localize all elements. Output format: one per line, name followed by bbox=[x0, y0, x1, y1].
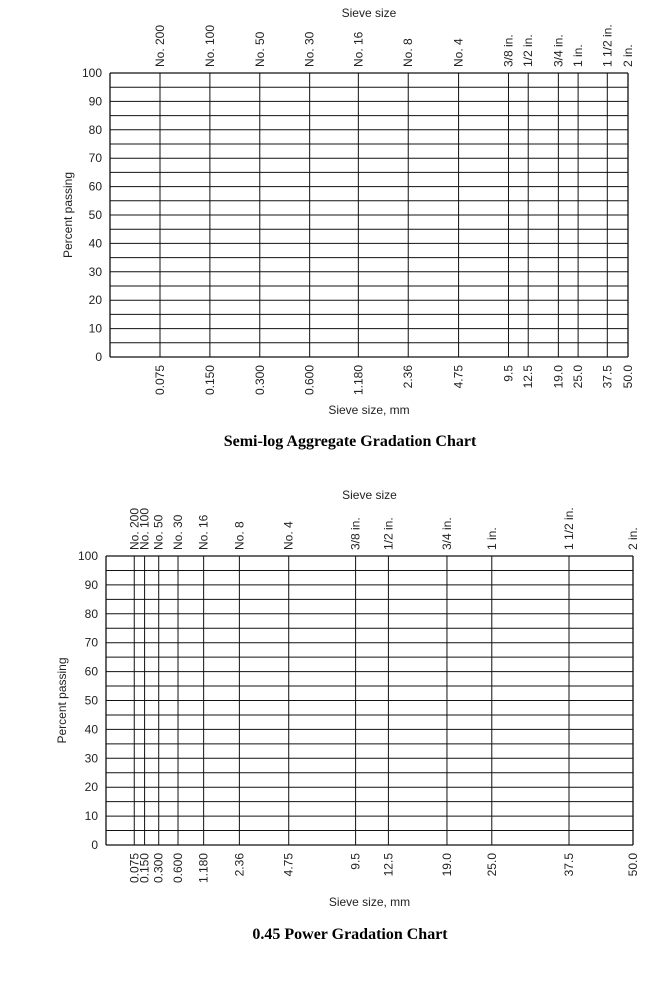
sieve-mm-label: 12.5 bbox=[381, 853, 396, 877]
sieve-mm-label: 0.075 bbox=[153, 365, 167, 396]
y-tick-label: 100 bbox=[77, 549, 98, 563]
sieve-mm-label: 2.36 bbox=[401, 365, 416, 389]
y-tick-label: 40 bbox=[84, 722, 98, 737]
sieve-mm-label: 37.5 bbox=[562, 853, 577, 877]
sieve-name-label: 1 1/2 in. bbox=[600, 24, 615, 67]
sieve-mm-label: 0.300 bbox=[151, 853, 166, 884]
sieve-name-label: 1 1/2 in. bbox=[562, 507, 577, 550]
y-tick-label: 10 bbox=[88, 321, 102, 336]
chart-title: 0.45 Power Gradation Chart bbox=[252, 926, 448, 943]
sieve-mm-label: 0.300 bbox=[252, 365, 267, 396]
sieve-mm-label: 4.75 bbox=[281, 853, 296, 877]
sieve-mm-label: 19.0 bbox=[551, 365, 566, 389]
y-tick-label: 10 bbox=[84, 809, 98, 824]
y-axis-title: Percent passing bbox=[55, 657, 69, 744]
y-tick-label: 50 bbox=[88, 208, 102, 222]
sieve-name-label: No. 16 bbox=[351, 31, 366, 67]
sieve-mm-label: 9.5 bbox=[348, 853, 363, 870]
sieve-mm-label: 0.600 bbox=[302, 365, 317, 396]
x-axis-title: Sieve size, mm bbox=[328, 895, 411, 909]
y-tick-label: 60 bbox=[84, 664, 98, 679]
top-axis-title: Sieve size bbox=[342, 488, 397, 502]
sieve-name-label: No. 16 bbox=[196, 514, 211, 550]
sieve-name-label: No. 200 bbox=[127, 507, 142, 550]
sieve-name-label: 1/2 in. bbox=[521, 34, 536, 67]
sieve-name-label: No. 4 bbox=[281, 521, 296, 550]
sieve-mm-label: 19.0 bbox=[439, 853, 454, 877]
sieve-name-label: No. 100 bbox=[202, 24, 217, 67]
sieve-name-label: No. 100 bbox=[137, 507, 152, 550]
x-axis-title: Sieve size, mm bbox=[328, 403, 410, 417]
sieve-name-label: No. 30 bbox=[302, 31, 317, 67]
y-tick-label: 20 bbox=[88, 293, 102, 308]
y-tick-label: 20 bbox=[84, 780, 98, 795]
y-tick-label: 90 bbox=[88, 94, 102, 109]
sieve-mm-label: 37.5 bbox=[600, 365, 615, 389]
y-tick-label: 90 bbox=[84, 577, 98, 592]
y-tick-label: 80 bbox=[88, 122, 102, 137]
sieve-name-label: No. 4 bbox=[451, 38, 466, 67]
sieve-mm-label: 0.075 bbox=[127, 853, 142, 884]
power-gradation-chart bbox=[55, 488, 640, 943]
sieve-name-label: 2 in. bbox=[626, 527, 640, 550]
sieve-name-label: 3/4 in. bbox=[551, 34, 566, 67]
y-tick-label: 30 bbox=[84, 751, 98, 766]
y-tick-label: 0 bbox=[95, 350, 102, 364]
sieve-mm-label: 4.75 bbox=[451, 365, 466, 389]
y-tick-label: 100 bbox=[81, 66, 102, 80]
sieve-mm-label: 50.0 bbox=[626, 853, 640, 877]
sieve-mm-label: 9.5 bbox=[501, 365, 516, 382]
sieve-name-label: No. 200 bbox=[153, 24, 167, 67]
sieve-name-label: No. 8 bbox=[401, 38, 416, 67]
y-tick-label: 70 bbox=[84, 635, 98, 650]
y-axis-title: Percent passing bbox=[61, 171, 75, 259]
y-tick-label: 40 bbox=[88, 236, 102, 251]
sieve-name-label: 1 in. bbox=[484, 527, 499, 550]
y-tick-label: 80 bbox=[84, 606, 98, 621]
sieve-name-label: 3/8 in. bbox=[348, 517, 363, 550]
sieve-name-label: No. 50 bbox=[151, 514, 166, 550]
y-tick-label: 70 bbox=[88, 151, 102, 166]
sieve-mm-label: 0.600 bbox=[171, 853, 186, 884]
sieve-name-label: 3/4 in. bbox=[439, 517, 454, 550]
chart-title: Semi-log Aggregate Gradation Chart bbox=[223, 433, 477, 450]
sieve-name-label: 1/2 in. bbox=[381, 517, 396, 550]
sieve-mm-label: 25.0 bbox=[571, 365, 586, 389]
sieve-mm-label: 1.180 bbox=[196, 853, 211, 884]
sieve-mm-label: 12.5 bbox=[521, 365, 536, 389]
sieve-mm-label: 2.36 bbox=[232, 853, 247, 877]
sieve-mm-label: 0.150 bbox=[137, 853, 152, 884]
semi-log-gradation-chart bbox=[61, 6, 635, 450]
sieve-mm-label: 1.180 bbox=[351, 365, 366, 396]
sieve-mm-label: 50.0 bbox=[621, 365, 635, 389]
sieve-name-label: 1 in. bbox=[571, 44, 586, 67]
sieve-name-label: No. 8 bbox=[232, 521, 247, 550]
y-tick-label: 60 bbox=[88, 179, 102, 194]
sieve-name-label: 2 in. bbox=[621, 44, 635, 67]
sieve-mm-label: 25.0 bbox=[484, 853, 499, 877]
sieve-mm-label: 0.150 bbox=[202, 365, 217, 396]
sieve-name-label: 3/8 in. bbox=[501, 34, 516, 67]
top-axis-title: Sieve size bbox=[341, 6, 397, 20]
y-tick-label: 50 bbox=[84, 693, 98, 708]
sieve-name-label: No. 30 bbox=[171, 514, 186, 550]
y-tick-label: 30 bbox=[88, 264, 102, 279]
y-tick-label: 0 bbox=[91, 838, 98, 852]
sieve-name-label: No. 50 bbox=[252, 31, 267, 67]
